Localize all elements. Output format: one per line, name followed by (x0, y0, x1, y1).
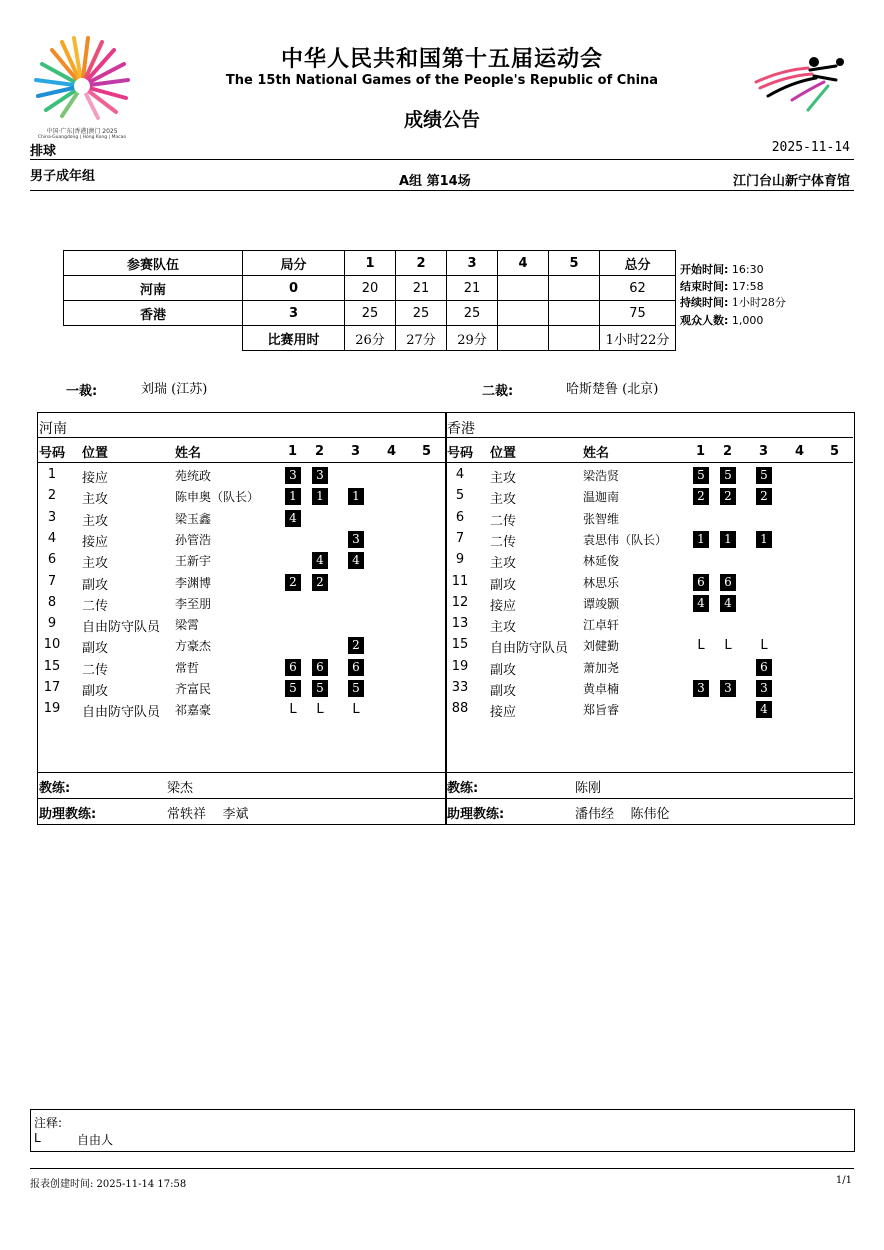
footer-divider (30, 1168, 854, 1169)
match-length-value: 1小时28分 (731, 296, 786, 309)
player-name: 梁玉鑫 (175, 511, 212, 526)
player-name: 祁嘉豪 (175, 703, 212, 718)
assistant-coach-label: 助理教练: (39, 807, 97, 822)
player-name: 李渊博 (175, 575, 212, 590)
rotation-mark: 4 (693, 595, 709, 612)
rotation-mark: 2 (693, 488, 709, 505)
player-position: 主攻 (490, 556, 517, 572)
rotation-mark: 5 (348, 680, 364, 697)
header-set-2: 2 (723, 444, 733, 459)
coach-name: 梁杰 (167, 781, 194, 796)
score-total: 62 (600, 276, 676, 301)
rotation-mark: 4 (285, 510, 301, 527)
header-player-name: 姓名 (583, 446, 610, 461)
match-end-label: 结束时间: (680, 280, 729, 293)
player-position: 自由防守队员 (82, 620, 161, 636)
player-position: 二传 (490, 534, 517, 550)
player-number: 19 (451, 658, 469, 674)
header-set-4: 4 (387, 444, 397, 459)
match-length (680, 294, 786, 310)
header-set-1: 1 (288, 444, 298, 459)
score-set4 (498, 276, 549, 301)
score-set1: 20 (345, 276, 396, 301)
score-set5 (549, 276, 600, 301)
header-set-2: 2 (315, 444, 325, 459)
header-position: 位置 (490, 446, 517, 461)
score-header-row (64, 251, 676, 276)
event-title-en: The 15th National Games of the People's Republic of China (225, 73, 659, 88)
libero-mark: L (316, 702, 324, 718)
duration-set1: 26分 (345, 326, 396, 351)
header-set-3: 3 (759, 444, 769, 459)
player-position: 二传 (490, 513, 517, 529)
duration-total: 1小时22分 (600, 326, 676, 351)
player-position: 副攻 (490, 684, 517, 699)
duration-set3: 29分 (447, 326, 498, 351)
player-position: 接应 (490, 598, 517, 614)
assistant-divider (37, 798, 445, 799)
header-set-1: 1 (696, 444, 706, 459)
rotation-mark: 6 (693, 574, 709, 591)
coach-label: 教练: (39, 781, 71, 796)
player-number: 3 (47, 509, 57, 525)
duration-label: 比赛用时 (243, 326, 345, 351)
player-position: 副攻 (82, 641, 109, 657)
rotation-mark: 2 (285, 574, 301, 591)
roster-team-name: 河南 (39, 421, 67, 437)
libero-mark: L (289, 702, 297, 718)
player-position: 副攻 (82, 577, 109, 593)
header-divider-bottom (30, 190, 854, 191)
header-number: 号码 (39, 446, 66, 461)
page-number: 1/1 (835, 1175, 852, 1186)
rotation-mark: 4 (312, 552, 328, 569)
score-header-team: 参赛队伍 (64, 251, 243, 276)
player-name: 常哲 (175, 660, 200, 675)
audience-value: 1,000 (731, 314, 764, 327)
rotation-mark: 3 (720, 680, 736, 697)
player-name: 陈申奥（队长） (175, 490, 260, 505)
score-team: 河南 (64, 276, 243, 301)
notes-label: 注释: (34, 1116, 63, 1130)
rotation-mark: 6 (312, 659, 328, 676)
player-name: 温迦南 (583, 490, 620, 505)
player-position: 主攻 (490, 471, 517, 486)
player-name: 梁浩贤 (583, 469, 620, 483)
player-name: 黄卓楠 (583, 682, 620, 696)
match-start (680, 261, 764, 277)
player-name: 李至朋 (175, 596, 212, 611)
coach-divider (445, 772, 853, 773)
sport-name: 排球 (30, 144, 57, 159)
player-position: 接应 (490, 705, 517, 721)
rotation-mark: 4 (756, 701, 772, 718)
rotation-mark: 6 (285, 659, 301, 676)
player-number: 88 (451, 701, 469, 717)
score-set4 (498, 301, 549, 326)
header-set-5: 5 (422, 444, 432, 459)
logo-caption-en: China·Guangdong | Hong Kong | Macao (37, 135, 127, 140)
player-number: 15 (43, 658, 61, 674)
rotation-mark: 2 (720, 488, 736, 505)
score-header-set4: 4 (498, 251, 549, 276)
score-set1: 25 (345, 301, 396, 326)
score-row (64, 301, 676, 326)
score-header-set2: 2 (396, 251, 447, 276)
first-referee: 刘瑞 (江苏) (141, 382, 208, 397)
match-end-value: 17:58 (731, 280, 764, 293)
libero-mark: L (760, 638, 768, 654)
player-position: 主攻 (82, 513, 109, 529)
score-row (64, 276, 676, 301)
player-number: 7 (47, 573, 57, 589)
rotation-mark: 3 (756, 680, 772, 697)
libero-mark: L (724, 638, 732, 654)
rotation-mark: 1 (693, 531, 709, 548)
player-number: 6 (455, 509, 465, 525)
report-subtitle: 成绩公告 (403, 109, 480, 131)
header-set-5: 5 (830, 444, 840, 459)
score-set3: 25 (447, 301, 498, 326)
rotation-mark: 6 (756, 659, 772, 676)
event-title: 中华人民共和国第十五届运动会 (280, 47, 603, 72)
player-number: 4 (47, 530, 57, 546)
score-table (63, 250, 676, 351)
duration-row (64, 326, 676, 351)
rotation-mark: 5 (756, 467, 772, 484)
player-name: 袁思伟（队长） (583, 532, 668, 547)
score-total: 75 (600, 301, 676, 326)
player-name: 孙管浩 (175, 532, 212, 547)
player-position: 接应 (82, 534, 109, 550)
player-number: 9 (455, 552, 465, 568)
rotation-mark: 3 (693, 680, 709, 697)
score-header-set1: 1 (345, 251, 396, 276)
report-date: 2025-11-14 (771, 140, 850, 155)
second-referee: 哈斯楚鲁 (北京) (566, 382, 659, 397)
rotation-mark: 3 (312, 467, 328, 484)
player-name: 江卓轩 (583, 618, 620, 633)
score-sets-won: 0 (243, 276, 345, 301)
header-set-3: 3 (351, 444, 361, 459)
player-number: 19 (43, 701, 61, 717)
roster-header-divider (445, 462, 853, 463)
player-position: 主攻 (82, 492, 109, 508)
score-header-set5: 5 (549, 251, 600, 276)
player-name: 林思乐 (583, 575, 620, 590)
duration-set2: 27分 (396, 326, 447, 351)
header-player-name: 姓名 (175, 446, 202, 461)
player-name: 郑旨睿 (583, 703, 620, 718)
player-name: 苑统政 (175, 469, 212, 483)
rotation-mark: 5 (312, 680, 328, 697)
score-set3: 21 (447, 276, 498, 301)
player-name: 齐富民 (175, 682, 212, 696)
player-position: 二传 (82, 598, 109, 614)
score-set2: 21 (396, 276, 447, 301)
coach-name: 陈刚 (575, 781, 602, 796)
rotation-mark: 3 (285, 467, 301, 484)
player-name: 林延俊 (583, 554, 620, 569)
venue-name: 江门台山新宁体育馆 (732, 174, 850, 189)
score-header-sets: 局分 (243, 251, 345, 276)
player-number: 5 (455, 488, 465, 504)
assistant-coach-names: 潘伟经 陈伟伦 (575, 807, 670, 822)
player-position: 副攻 (490, 577, 517, 593)
coach-label: 教练: (447, 781, 479, 796)
team-name-divider (37, 437, 445, 438)
rotation-mark: 6 (348, 659, 364, 676)
player-number: 1 (47, 467, 57, 482)
roster-team-name: 香港 (447, 421, 475, 437)
player-position: 主攻 (490, 620, 517, 636)
player-name: 谭竣颢 (583, 596, 620, 611)
player-number: 12 (451, 594, 469, 610)
report-created-time: 报表创建时间: 2025-11-14 17:58 (30, 1179, 187, 1190)
player-name: 梁霄 (175, 618, 200, 633)
score-set5 (549, 301, 600, 326)
rotation-mark: 5 (720, 467, 736, 484)
assistant-coach-label: 助理教练: (447, 807, 505, 822)
player-number: 33 (451, 680, 469, 695)
rotation-mark: 2 (312, 574, 328, 591)
assistant-divider (445, 798, 853, 799)
rotation-mark: 5 (693, 467, 709, 484)
header-position: 位置 (82, 446, 109, 461)
rotation-mark: 4 (720, 595, 736, 612)
team-name-divider (445, 437, 853, 438)
notes-box (30, 1109, 855, 1152)
category-name: 男子成年组 (30, 169, 96, 184)
libero-mark: L (352, 702, 360, 718)
rotation-mark: 1 (348, 488, 364, 505)
coach-divider (37, 772, 445, 773)
player-number: 13 (451, 616, 469, 632)
logo-caption: 中国·广东|香港|澳门 2025 (46, 128, 118, 135)
score-team: 香港 (64, 301, 243, 326)
notes-key: L (34, 1131, 41, 1145)
second-referee-label: 二裁: (482, 384, 514, 399)
rotation-mark: 1 (285, 488, 301, 505)
player-position: 二传 (82, 662, 109, 678)
score-sets-won: 3 (243, 301, 345, 326)
player-number: 7 (455, 530, 465, 546)
player-name: 张智维 (583, 511, 620, 526)
score-set2: 25 (396, 301, 447, 326)
player-name: 萧加尧 (583, 660, 620, 675)
rotation-mark: 1 (756, 531, 772, 548)
match-audience (680, 312, 763, 328)
rotation-mark: 3 (348, 531, 364, 548)
match-start-label: 开始时间: (680, 263, 729, 276)
player-number: 11 (451, 573, 469, 589)
player-position: 自由防守队员 (490, 641, 569, 657)
match-start-value: 16:30 (731, 263, 764, 276)
match-end (680, 278, 764, 294)
assistant-coach-names: 常轶祥 李斌 (167, 807, 249, 822)
score-header-set3: 3 (447, 251, 498, 276)
rotation-mark: 1 (312, 488, 328, 505)
player-position: 接应 (82, 471, 109, 486)
player-number: 17 (43, 680, 61, 695)
player-number: 6 (47, 552, 57, 568)
header-number: 号码 (447, 446, 474, 461)
player-position: 主攻 (490, 492, 517, 508)
duration-set4 (498, 326, 549, 351)
rotation-mark: 4 (348, 552, 364, 569)
notes-key-desc: 自由人 (77, 1133, 114, 1147)
player-number: 15 (451, 637, 469, 653)
match-length-label: 持续时间: (680, 296, 729, 309)
player-number: 4 (455, 467, 465, 482)
rotation-mark: 2 (756, 488, 772, 505)
player-number: 9 (47, 616, 57, 632)
libero-mark: L (697, 638, 705, 654)
rotation-mark: 5 (285, 680, 301, 697)
rotation-mark: 2 (348, 637, 364, 654)
duration-set5 (549, 326, 600, 351)
score-header-total: 总分 (600, 251, 676, 276)
player-position: 自由防守队员 (82, 705, 161, 721)
player-position: 副攻 (490, 662, 517, 678)
player-number: 2 (47, 488, 57, 504)
player-name: 王新宇 (175, 554, 212, 569)
player-number: 8 (47, 594, 57, 610)
header-set-4: 4 (795, 444, 805, 459)
player-position: 副攻 (82, 684, 109, 699)
audience-label: 观众人数: (680, 314, 729, 327)
rotation-mark: 6 (720, 574, 736, 591)
player-name: 刘健勤 (583, 639, 620, 654)
rotation-mark: 1 (720, 531, 736, 548)
group-match: A组 第14场 (399, 174, 471, 189)
player-name: 方豪杰 (175, 639, 212, 654)
first-referee-label: 一裁: (66, 384, 98, 399)
roster-header-divider (37, 462, 445, 463)
player-position: 主攻 (82, 556, 109, 572)
header-divider-top (30, 159, 854, 160)
player-number: 10 (43, 637, 61, 653)
